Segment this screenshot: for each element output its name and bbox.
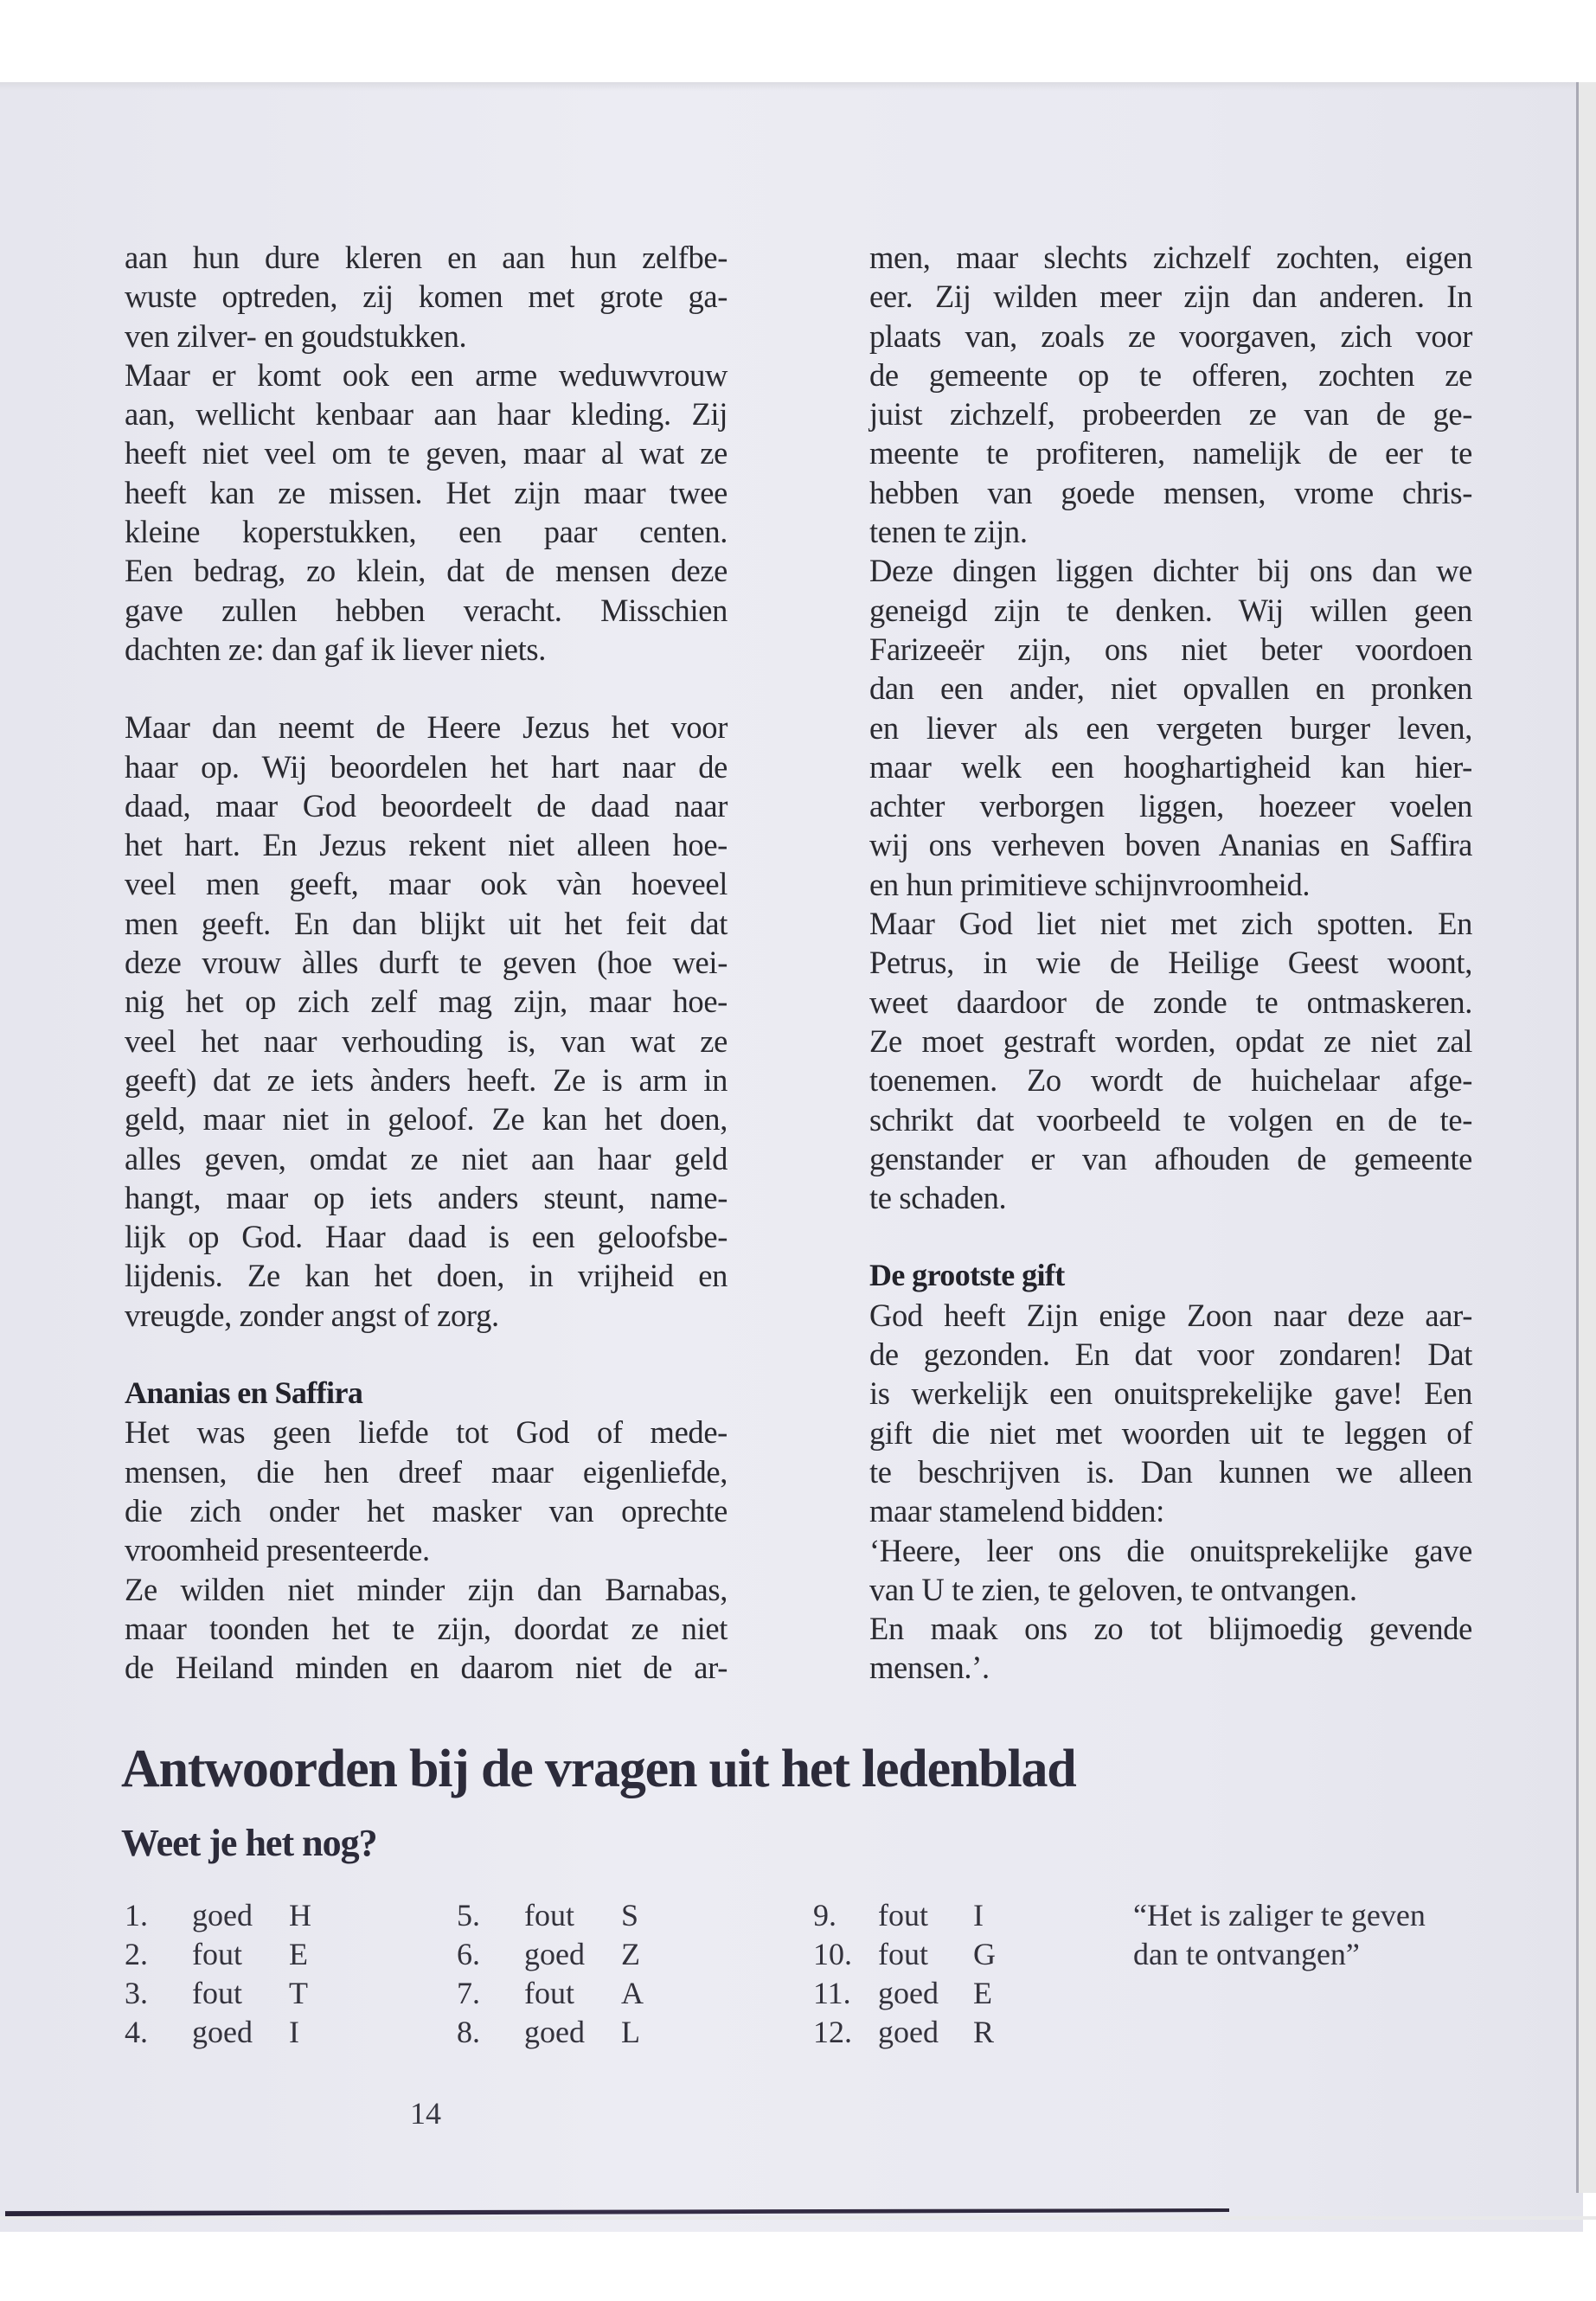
answer-letter: Z (621, 1937, 640, 1971)
left-column (125, 238, 727, 1687)
answer-row (125, 1896, 341, 1935)
text-line: veel men geeft, maar ook vàn hoeveel (125, 866, 727, 902)
text-line: lijdenis. Ze kan het doen, in vrijheid en (125, 1258, 727, 1294)
text-line: lijk op God. Haar daad is een geloofsbe- (125, 1219, 727, 1255)
text-line: mensen.’. (869, 1650, 990, 1686)
text-line: aan, wellicht kenbaar aan haar kleding. Zij (125, 396, 727, 433)
text-line: toenemen. Zo wordt de huichelaar afge- (869, 1062, 1472, 1099)
text-line: genstander er van afhouden de gemeente (869, 1140, 1472, 1176)
answer-row (457, 1974, 673, 2013)
answer-row (813, 1974, 1025, 2013)
answer-letter: T (289, 1976, 308, 2010)
text-line: geneigd zijn te denken. Wij willen geen (869, 592, 1472, 628)
paragraph-ananias (125, 1413, 727, 1687)
section-heading-ananias: Ananias en Saffira (125, 1375, 363, 1411)
answer-value: fout (524, 1976, 574, 2010)
text-line: de Heiland minden en daarom niet de ar- (125, 1650, 727, 1686)
text-line: mensen, die hen dreef maar eigenliefde, (125, 1453, 727, 1490)
text-line: vreugde, zonder angst of zorg. (125, 1297, 499, 1333)
scan-right-margin (1579, 82, 1596, 2193)
text-line: maar toonden het te zijn, doordat ze niet (125, 1610, 727, 1646)
answer-number: 3. (125, 1976, 148, 2010)
answer-letter: S (621, 1898, 639, 1932)
text-line: men geeft. En dan blijkt uit het feit dat (125, 905, 727, 941)
text-line: de gemeente op te offeren, zochten ze (869, 356, 1472, 393)
text-line: plaats van, zoals ze voorgaven, zich voor (869, 317, 1472, 354)
text-line: heeft kan ze missen. Het zijn maar twee (125, 474, 727, 510)
answers-subtitle: Weet je het nog? (121, 1822, 377, 1864)
text-line: Deze dingen liggen dichter bij ons dan we (869, 553, 1472, 589)
answer-row (125, 2013, 341, 2052)
text-line: hangt, maar op iets anders steunt, name- (125, 1179, 727, 1215)
text-line: achter verborgen liggen, hoezeer voelen (869, 788, 1472, 824)
answer-value: fout (878, 1898, 928, 1932)
text-line: veel het naar verhouding is, van wat ze (125, 1022, 727, 1059)
answer-number: 11. (813, 1976, 851, 2010)
paragraph-farizeeer (869, 551, 1472, 904)
text-line: alles geven, omdat ze niet aan haar geld (125, 1140, 727, 1176)
text-line: dan een ander, niet opvallen en pronken (869, 670, 1472, 707)
right-column (869, 238, 1472, 1688)
scan-bottom-margin (0, 2216, 1596, 2220)
text-line: gave zullen hebben veracht. Misschien (125, 592, 727, 628)
text-line: hebben van goede mensen, vrome chris- (869, 474, 1472, 510)
text-line: Maar er komt ook een arme weduwvrouw (125, 356, 727, 393)
answer-row (813, 1896, 1025, 1935)
text-line: dachten ze: dan gaf ik liever niets. (125, 631, 547, 667)
answer-number: 2. (125, 1937, 148, 1971)
answer-value: fout (192, 1937, 242, 1971)
text-line: wuste optreden, zij komen met grote ga- (125, 279, 727, 315)
text-line: maar welk een hooghartigheid kan hier- (869, 748, 1472, 785)
text-line: Ze moet gestraft worden, opdat ze niet zal (869, 1022, 1472, 1059)
paragraph-grootste-gift (869, 1296, 1472, 1688)
text-line: vroomheid presenteerde. (125, 1532, 430, 1568)
text-line: en hun primitieve schijnvroomheid. (869, 866, 1311, 902)
section-heading-grootste-gift: De grootste gift (869, 1258, 1065, 1293)
answer-value: goed (192, 1898, 253, 1932)
text-line: juist zichzelf, probeerden ze van de ge- (869, 396, 1472, 433)
text-line: de gezonden. En dat voor zondaren! Dat (869, 1336, 1472, 1373)
text-line: Maar God liet niet met zich spotten. En (869, 906, 1472, 942)
answer-row (457, 1896, 673, 1935)
answer-value: fout (192, 1976, 242, 2010)
answer-number: 7. (457, 1976, 480, 2010)
paragraph-gap (869, 1217, 1472, 1256)
answer-letter: I (973, 1898, 984, 1932)
answers-column-3 (813, 1896, 1025, 2052)
answer-number: 12. (813, 2015, 852, 2049)
answer-number: 9. (813, 1898, 836, 1932)
text-line: tenen te zijn. (869, 514, 1028, 550)
answer-row (125, 1935, 341, 1974)
answer-letter: E (289, 1937, 308, 1971)
text-line: van U te zien, te geloven, te ontvangen. (869, 1571, 1357, 1607)
answer-row (813, 2013, 1025, 2052)
answers-column-1 (125, 1896, 341, 2052)
text-line: Farizeeër zijn, ons niet beter voordoen (869, 631, 1472, 667)
answer-value: goed (192, 2015, 253, 2049)
text-line: geeft) dat ze iets ànders heeft. Ze is arm in (125, 1061, 727, 1098)
answer-number: 10. (813, 1937, 852, 1971)
answer-letter: H (289, 1898, 311, 1932)
page-top-shadow (0, 82, 1583, 91)
text-line: En maak ons zo tot blijmoedig gevende (869, 1611, 1472, 1647)
answer-value: fout (524, 1898, 574, 1932)
answer-letter: I (289, 2015, 299, 2049)
text-line: deze vrouw àlles durft te geven (hoe wei- (125, 945, 727, 981)
text-line: is werkelijk een onuitsprekelijke gave! Een (869, 1375, 1472, 1412)
solution-quote (1133, 1896, 1426, 1974)
answer-number: 1. (125, 1898, 148, 1932)
answer-letter: E (973, 1976, 992, 2010)
text-line: ‘Heere, leer ons die onuitsprekelijke gave (869, 1532, 1472, 1568)
text-line: men, maar slechts zichzelf zochten, eigen (869, 240, 1472, 275)
text-line: nig het op zich zelf mag zijn, maar hoe- (125, 984, 727, 1020)
text-line: Het was geen liefde tot God of mede- (125, 1414, 727, 1451)
text-line: kleine koperstukken, een paar centen. (125, 514, 727, 550)
text-line: meente te profiteren, namelijk de eer te (869, 435, 1472, 471)
text-line: te schaden. (869, 1180, 1007, 1216)
text-line: maar stamelend bidden: (869, 1493, 1164, 1529)
text-line: die zich onder het masker van oprechte (125, 1492, 727, 1529)
text-line: weet daardoor de zonde te ontmaskeren. (869, 984, 1472, 1020)
text-line: Ze wilden niet minder zijn dan Barnabas, (125, 1571, 727, 1607)
answer-row (813, 1935, 1025, 1974)
text-line: gift die niet met woorden uit te leggen of (869, 1414, 1472, 1451)
answer-letter: R (973, 2015, 995, 2049)
answers-column-2 (457, 1896, 673, 2052)
answer-value: goed (878, 1976, 939, 2010)
text-line: Maar dan neemt de Heere Jezus het voor (125, 709, 727, 746)
paragraph-widow (125, 238, 727, 669)
text-line: het hart. En Jezus rekent niet alleen hoe- (125, 827, 727, 863)
text-line: Petrus, in wie de Heilige Geest woont, (869, 945, 1472, 981)
paragraph-gap (125, 1335, 727, 1374)
answers-headline: Antwoorden bij de vragen uit het ledenblad (121, 1740, 1076, 1798)
text-line: eer. Zij wilden meer zijn dan anderen. In (869, 279, 1472, 315)
answer-number: 5. (457, 1898, 480, 1932)
answer-row (457, 1935, 673, 1974)
answer-number: 6. (457, 1937, 480, 1971)
text-line: heeft niet veel om te geven, maar al wat ze (125, 435, 727, 471)
text-line: ven zilver- en goudstukken. (125, 317, 467, 354)
paragraph-petrus (869, 904, 1472, 1217)
answer-value: goed (524, 2015, 585, 2049)
answer-letter: G (973, 1937, 996, 1971)
paragraph-gap (125, 669, 727, 708)
answer-number: 4. (125, 2015, 148, 2049)
answer-letter: L (621, 2015, 640, 2049)
answer-row (457, 2013, 673, 2052)
text-line: daad, maar God beoordeelt de daad naar (125, 787, 727, 824)
text-line: schrikt dat voorbeeld te volgen en de te- (869, 1101, 1472, 1138)
answer-number: 8. (457, 2015, 480, 2049)
answer-letter: A (621, 1976, 644, 2010)
paragraph-eigen-eer (869, 238, 1472, 551)
solution-line: dan te ontvangen” (1133, 1937, 1360, 1971)
text-line: aan hun dure kleren en aan hun zelfbe- (125, 240, 727, 275)
text-line: en liever als een vergeten burger leven, (869, 709, 1472, 746)
text-line: haar op. Wij beoordelen het hart naar de (125, 748, 727, 785)
answer-row (125, 1974, 341, 2013)
text-line: God heeft Zijn enige Zoon naar deze aar- (869, 1297, 1472, 1333)
solution-line: “Het is zaliger te geven (1133, 1898, 1426, 1932)
text-line: Een bedrag, zo klein, dat de mensen deze (125, 553, 727, 589)
answer-value: goed (524, 1937, 585, 1971)
page-number: 14 (410, 2096, 441, 2131)
text-line: wij ons verheven boven Ananias en Saffira (869, 827, 1472, 863)
text-line: geld, maar niet in geloof. Ze kan het doen, (125, 1101, 727, 1138)
answer-value: fout (878, 1937, 928, 1971)
answer-value: goed (878, 2015, 939, 2049)
text-line: te beschrijven is. Dan kunnen we alleen (869, 1453, 1472, 1490)
paragraph-jezus (125, 708, 727, 1335)
